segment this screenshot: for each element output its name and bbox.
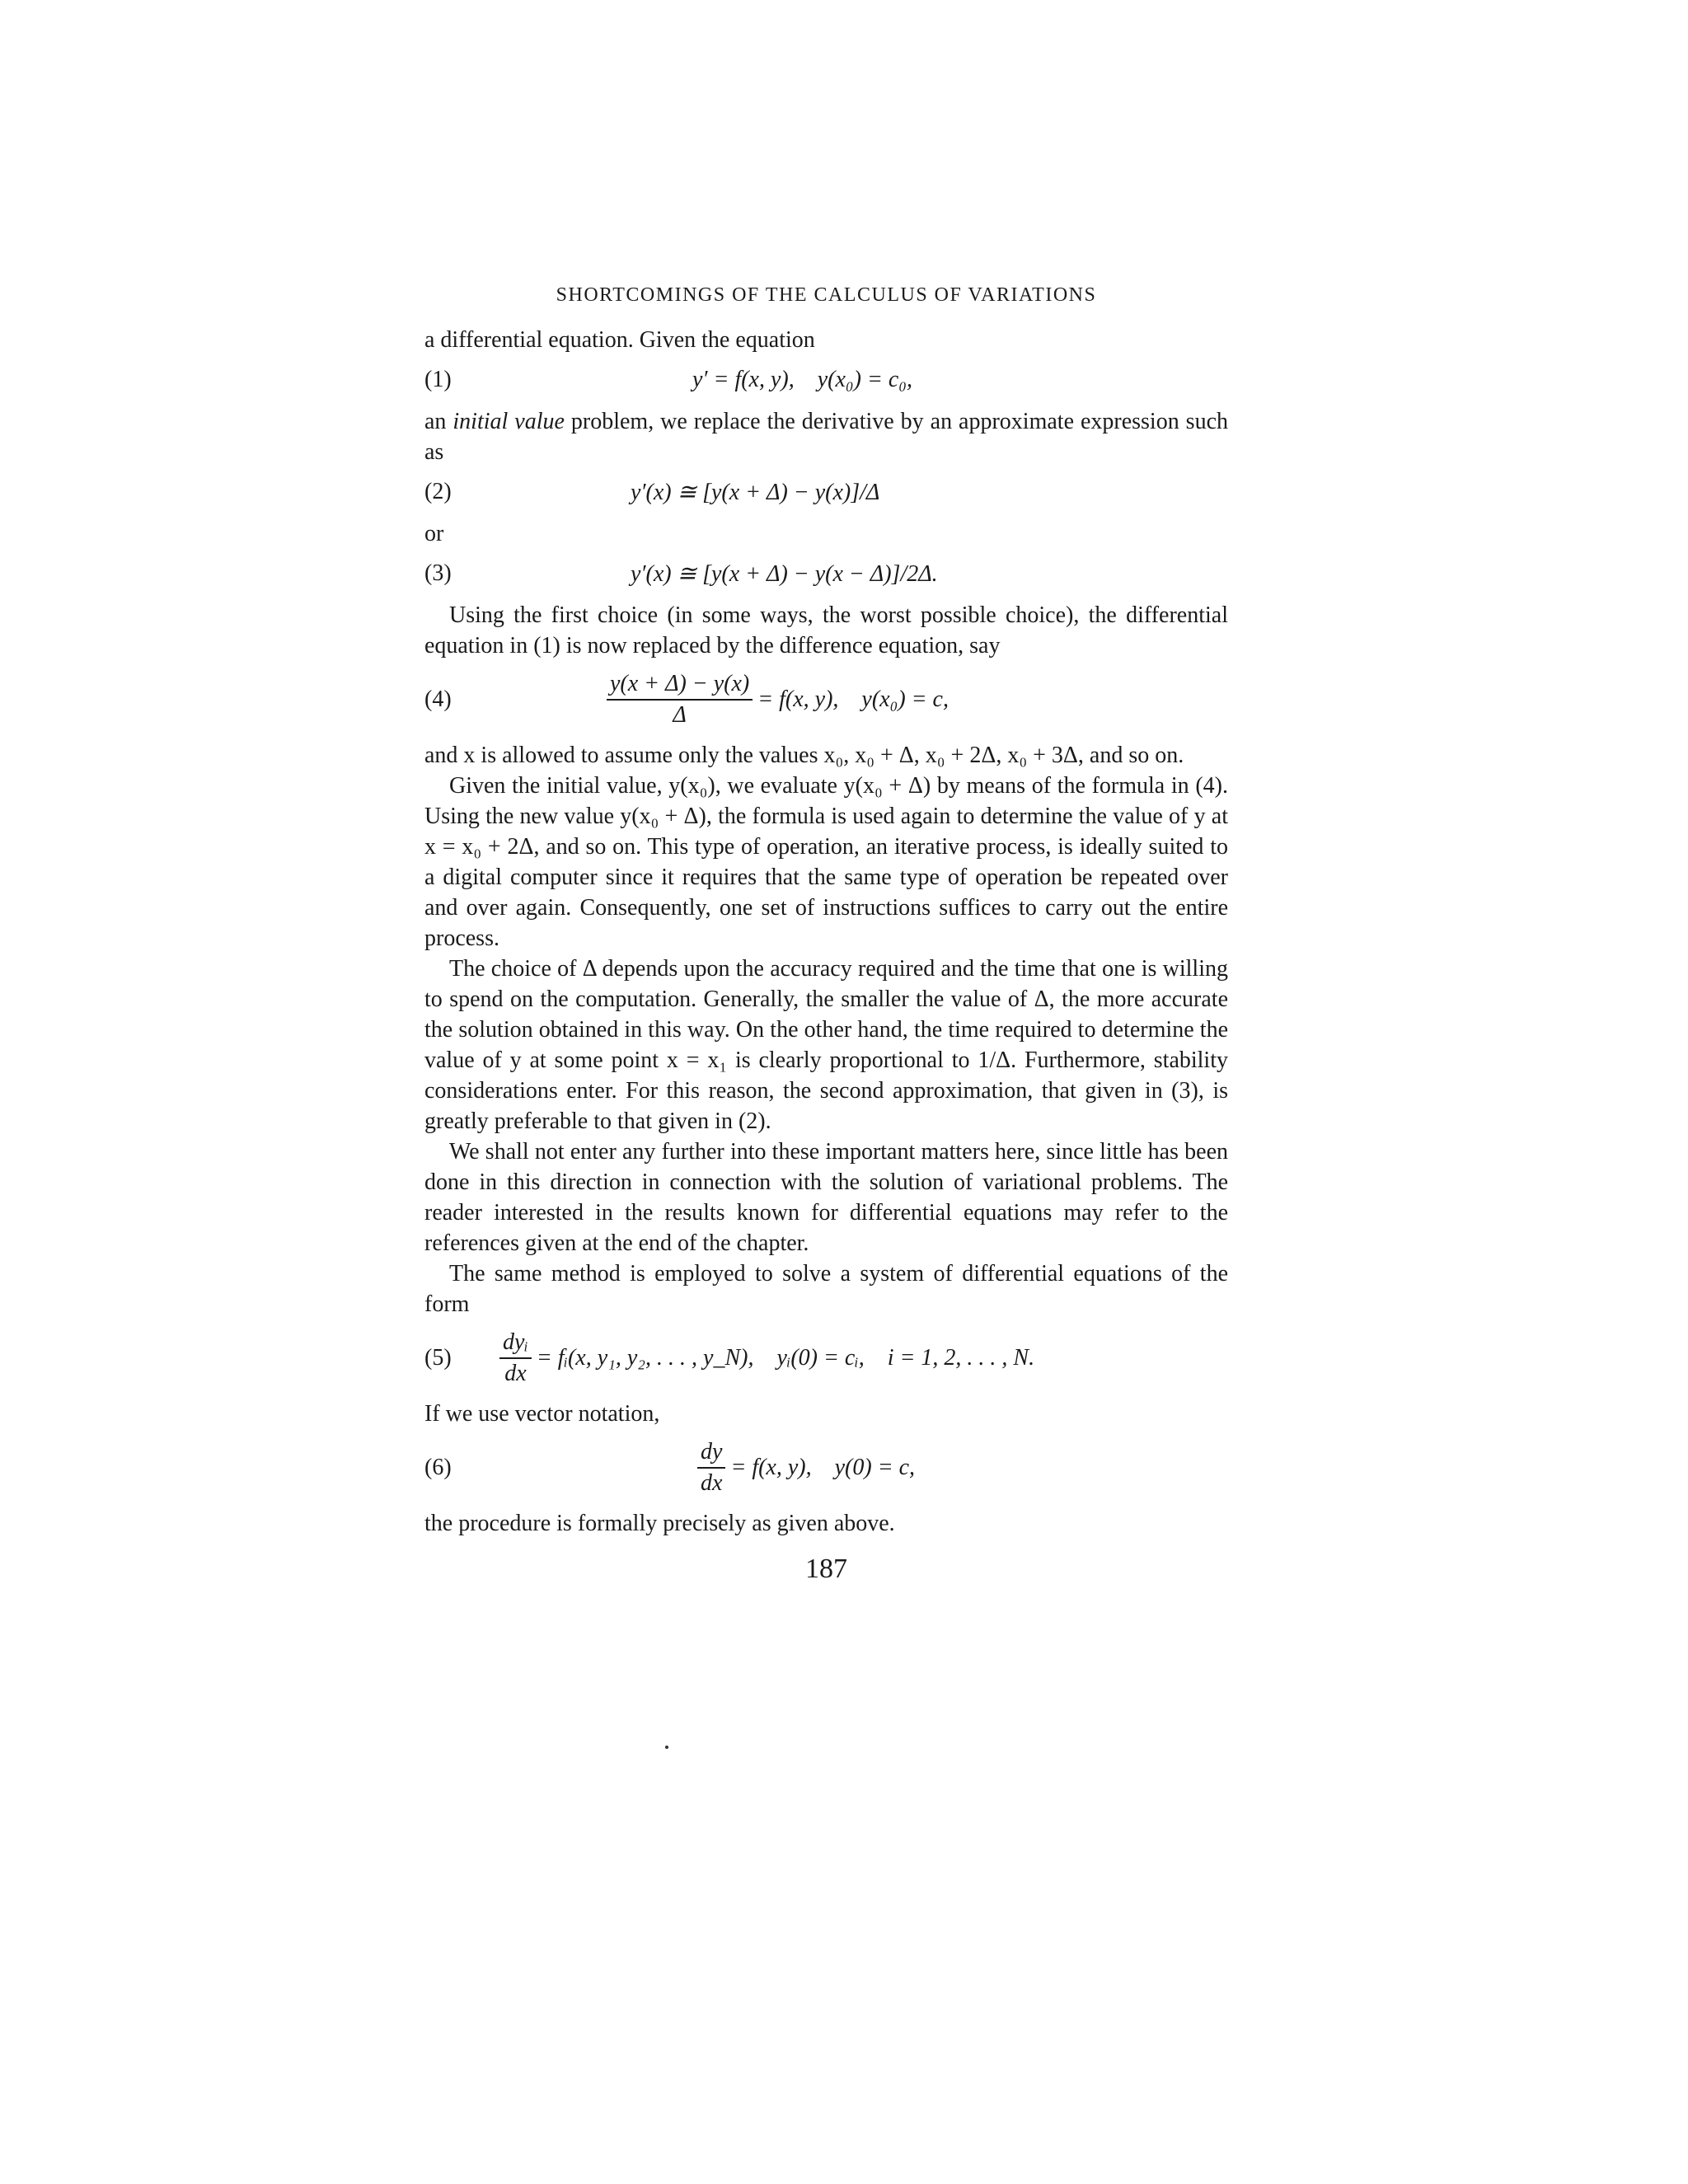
equation-4-numerator: y(x + Δ) − y(x) <box>607 671 753 701</box>
paragraph-2: an initial value problem, we replace the derivative by an approximate expression such as <box>424 409 1229 465</box>
equation-2 <box>424 471 1228 513</box>
paragraph-4: and x is allowed to assume only the values x₀, x₀ + Δ, x₀ + 2Δ, x₀ + 3Δ, and so on. <box>424 743 1184 768</box>
equation-5-range: i = 1, 2, . . . , N. <box>887 1345 1035 1371</box>
equation-4-condition: y(x₀) = c, <box>861 687 949 712</box>
paragraph-6: The choice of Δ depends upon the accuracy required and the time that one is willing to spend on the computation. Generally, the smaller the value of Δ, the more accurate the solution obtained in this way. On the other hand, the time required to determine the value of y at some point x = x₁ is clearly proportional to 1/Δ. Furthermore, stability considerations enter. For this reason, the second approximation, that given in (3), is greatly preferable to that given in (2). <box>424 956 1228 1134</box>
equation-number-3: (3) <box>424 560 452 586</box>
equation-5 <box>424 1326 1228 1390</box>
equation-5-numerator: dyᵢ <box>499 1329 532 1359</box>
equation-3-body: y′(x) ≅ [y(x + Δ) − y(x − Δ)]/2Δ. <box>631 561 938 587</box>
equation-5-denominator: dx <box>504 1361 527 1386</box>
scan-speck <box>665 1746 668 1749</box>
equation-1-condition: y(x₀) = c₀, <box>817 367 913 392</box>
page-content <box>424 284 1228 1585</box>
paragraph-8: The same method is employed to solve a system of differential equations of the form <box>424 1261 1228 1317</box>
equation-3 <box>424 552 1228 595</box>
equation-5-condition: yᵢ(0) = cᵢ, <box>776 1345 865 1371</box>
paragraph-1: a differential equation. Given the equation <box>424 327 815 353</box>
equation-6-numerator: dy <box>697 1439 725 1469</box>
equation-5-rhs: = fᵢ(x, y₁, y₂, . . . , y_N), <box>536 1345 754 1371</box>
emphasis-initial-value: initial value <box>452 409 565 434</box>
paragraph-7: We shall not enter any further into these important matters here, since little has been done in this direction in connection with the solution of variational problems. The reader interested in the results known for differential equations may refer to the references given at the end of the chapter. <box>424 1139 1228 1256</box>
running-head: SHORTCOMINGS OF THE CALCULUS OF VARIATIONS <box>556 284 1097 306</box>
equation-number-4: (4) <box>424 687 452 712</box>
equation-4 <box>424 668 1228 732</box>
equation-6 <box>424 1436 1228 1500</box>
paragraph-10: the procedure is formally precisely as given above. <box>424 1511 895 1536</box>
paragraph-9: If we use vector notation, <box>424 1401 660 1427</box>
equation-4-denominator: Δ <box>673 702 687 728</box>
equation-6-condition: y(0) = c, <box>834 1455 916 1480</box>
equation-6-rhs: = f(x, y), <box>730 1455 812 1480</box>
equation-4-fraction <box>607 671 753 729</box>
paragraph-or: or <box>424 521 444 546</box>
equation-number-1: (1) <box>424 367 452 392</box>
equation-5-fraction <box>499 1329 532 1387</box>
equation-1-lhs: y′ = f(x, y), <box>692 367 795 392</box>
paragraph-3: Using the first choice (in some ways, the worst possible choice), the differential equation in (1) is now replaced by the difference equation, say <box>424 602 1228 658</box>
equation-4-rhs: = f(x, y), <box>757 687 839 712</box>
equation-2-body: y′(x) ≅ [y(x + Δ) − y(x)]/Δ <box>631 480 880 505</box>
paragraph-5: Given the initial value, y(x₀), we evaluate y(x₀ + Δ) by means of the formula in (4). Using the new value y(x₀ + Δ), the formula is used again to determine the value of y at x = x₀ + 2Δ, and so on. This type of operation, an iterative process, is ideally suited to a digital computer since it requires that the same type of operation be repeated over and over again. Consequently, one set of instructions suffices to carry out the entire process. <box>424 773 1228 951</box>
equation-number-2: (2) <box>424 479 452 504</box>
equation-number-5: (5) <box>424 1345 452 1371</box>
equation-6-fraction <box>697 1439 725 1497</box>
equation-6-denominator: dx <box>701 1470 723 1496</box>
page-number: 187 <box>805 1554 847 1584</box>
equation-number-6: (6) <box>424 1455 452 1480</box>
equation-1 <box>424 359 1228 401</box>
